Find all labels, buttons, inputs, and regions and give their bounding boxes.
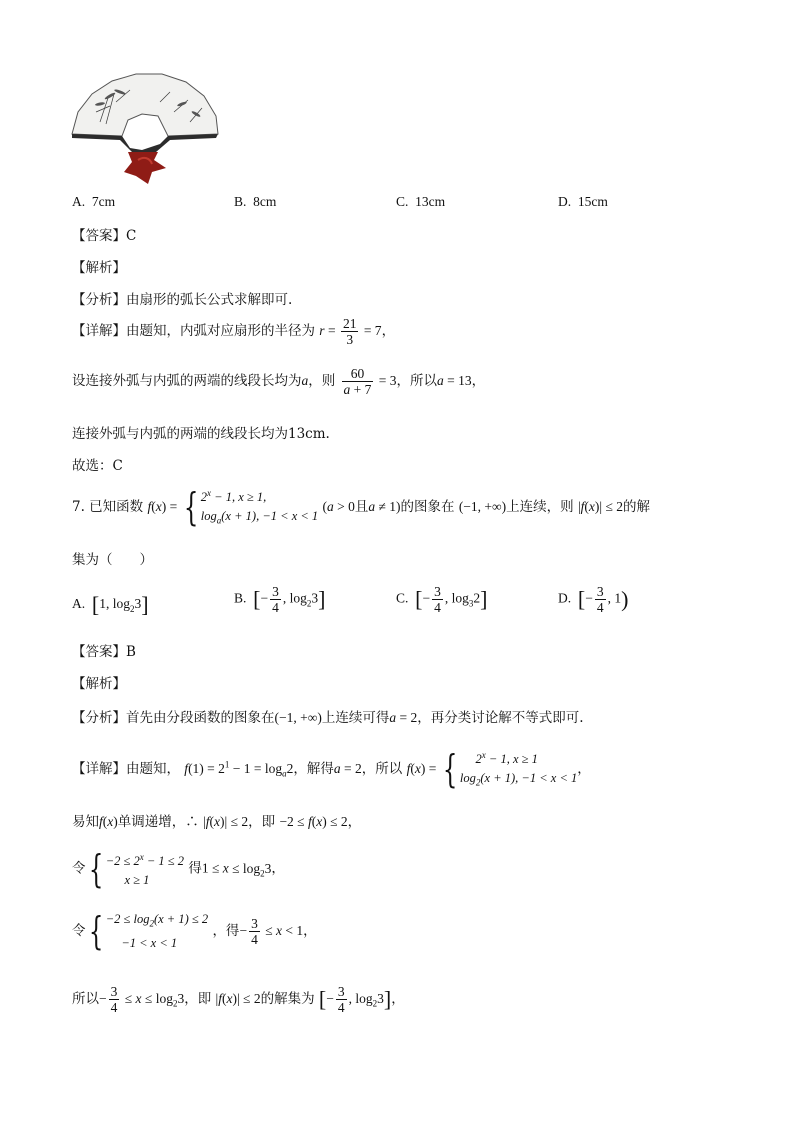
detail-line-4-q7: 令{ $-2 \le \log_2(x + 1) \le 2$ −1 < x < 1 ，得− $\frac{3}{4}$ ≤ x < 1， xyxy=(72,909,317,954)
option-d: D. 15cm xyxy=(558,194,608,209)
detail-line-1-q6: 【详解】由题知，内弧对应扇形的半径为 r = $\frac{21}{3}$ = 7， xyxy=(72,316,396,347)
choose-q6: 故选：C xyxy=(72,458,123,474)
folding-fan-image xyxy=(70,72,220,188)
analysis-note-q6: 【分析】由扇形的弧长公式求解即可. xyxy=(72,292,293,308)
answer-q6: 【答案】C xyxy=(72,228,137,244)
option-b: B. 8cm xyxy=(234,194,277,209)
detail-line-5-q7: 所以− $\frac{3}{4}$ ≤ $x \le \log_23$，即 |f(x)| ≤ 2的解集为 [− $\frac{3}{4}$ , $\log_23$]， xyxy=(72,984,405,1015)
analysis-heading-q7: 【解析】 xyxy=(72,676,126,692)
option-a: A. 7cm xyxy=(72,194,116,209)
detail-line-3-q7: 令{ $-2 \le 2^x - 1 \le 2$ x ≥ 1 得$1 \le x \le \log_23$， xyxy=(72,847,285,892)
option-c: C. 13cm xyxy=(396,194,446,209)
analysis-note-q7: 【分析】首先由分段函数的图象在(−1, +∞)上连续可得a = 2，再分类讨论解不等式即可. xyxy=(72,710,584,726)
question-7-stem-line2: 集为（ ） xyxy=(72,552,153,568)
q7-option-d: D. [− $\frac{3}{4}$ , 1) xyxy=(558,584,629,615)
detail-line-1-q7: 【详解】由题知， $f(1) = 2^1 - 1 = \log_a2$，解得a = 2，所以 f(x) = { $2^x - 1$, x ≥ 1 $\log_2(x + 1)$, −1 < x < 1 ， xyxy=(72,747,591,792)
question-7-stem: 7. 已知函数 f(x) = { $2^x - 1$, x ≥ 1, $\log_a(x + 1)$, −1 < x < 1 (a > 0且a ≠ 1)的图象在 (−1, +∞)上连续，则 |f(x)| ≤ 2的解 xyxy=(72,485,651,530)
q7-option-a: A. [1, $\log_23$] xyxy=(72,592,149,617)
detail-line-3-q6: 连接外弧与内弧的两端的线段长均为13cm. xyxy=(72,426,330,442)
analysis-heading-q6: 【解析】 xyxy=(72,260,126,276)
q7-option-c: C. [− $\frac{3}{4}$ , $\log_32$] xyxy=(396,584,488,615)
answer-q7: 【答案】B xyxy=(72,644,136,660)
detail-line-2-q7: 易知f(x)单调递增，∴ |f(x)| ≤ 2，即 −2 ≤ f(x) ≤ 2， xyxy=(72,814,362,830)
q7-option-b: B. [− $\frac{3}{4}$ , $\log_23$] xyxy=(234,584,326,615)
detail-line-2-q6: 设连接外弧与内弧的两端的线段长均为a，则 $\frac{60}{a + 7}$ = 3，所以a = 13， xyxy=(72,366,486,397)
